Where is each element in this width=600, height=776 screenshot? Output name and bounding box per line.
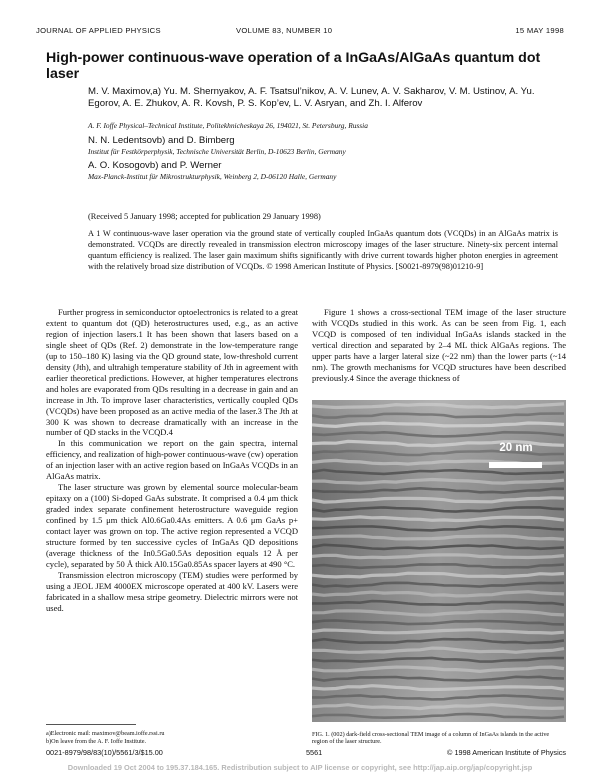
scale-bar-label: 20 nm <box>499 442 533 454</box>
paper-title: High-power continuous-wave operation of a InGaAs/AlGaAs quantum dot laser <box>46 50 541 82</box>
body-paragraph: Figure 1 shows a cross-sectional TEM image of the laser structure with VCQDs studied in this work. As can be seen from Fig. 1, each VCQD is composed of ten individual InGaAs islands stacked in the vertical direction and separated by 2–4 ML thick AlGaAs regions. The upper parts have a larger lateral size (~22 nm) than the lower parts (~14 nm). The growth mechanisms for VCQD structures have been described previously.4 Since the average thickness of <box>312 307 566 383</box>
author-list-1: M. V. Maximov,a) Yu. M. Shernyakov, A. F. Tsatsul’nikov, A. V. Lunev, A. V. Sakharov, V. M. Ustinov, A. Yu. Egorov, A. E. Zhukov, A. R. Kovsh, P. S. Kop’ev, L. V. Asryan, and Zh. I. Alferov <box>88 86 535 109</box>
body-paragraph: In this communication we report on the gain spectra, internal efficiency, and realization of high-power continuous-wave (cw) operation of an injection laser with an active region based on InGaAs VCQDs in an AlGaAs matrix. <box>46 438 298 482</box>
author-list-2: N. N. Ledentsovb) and D. Bimberg <box>88 135 235 146</box>
affiliation-3: Max-Planck-Institut für Mikrostrukturphysik, Weinberg 2, D-06120 Halle, Germany <box>88 172 337 181</box>
copyright-notice: © 1998 American Institute of Physics <box>447 748 566 757</box>
scale-bar <box>489 462 542 468</box>
issue-date: 15 MAY 1998 <box>515 26 564 35</box>
footnote-a: a)Electronic mail: maximov@beam.ioffe.rssi.ru <box>46 730 165 737</box>
tem-figure <box>312 400 566 722</box>
left-column <box>46 307 298 614</box>
author-list-3: A. O. Kosogovb) and P. Werner <box>88 160 222 171</box>
received-dates: (Received 5 January 1998; accepted for publication 29 January 1998) <box>88 212 321 221</box>
page-number: 5561 <box>306 748 323 757</box>
body-paragraph: Further progress in semiconductor optoelectronics is related to a great extent to quantum dot (QD) heterostructures used, e.g., as an active region of injection lasers.1 It has been shown that lasers based on a single sheet of QDs (Ref. 2) demonstrate in the low-temperature range (up to 150–180 K) lasing via the QD ground state, low-threshold current density (Jth), and ultrahigh temperature stability of Jth in agreement with earlier theoretical predictions. However, at higher temperatures electrons and holes are evaporated from QDs resulting in a decrease in gain and an increase in Jth. To improve laser characteristics, vertically coupled QDs (VCQDs) have been proposed as an active media of the laser.3 The Jth at 300 K was shown to decrease dramatically with an increase in the number of QD stacks in the VCQD.4 <box>46 307 298 438</box>
footnote-divider <box>46 724 136 725</box>
volume-number: VOLUME 83, NUMBER 10 <box>236 26 333 35</box>
body-paragraph: Transmission electron microscopy (TEM) studies were performed by using a JEOL JEM 4000EX microscope operated at 400 kV. Lasers were fabricated in a shallow mesa stripe geometry. Dielectric mirrors were not used. <box>46 569 298 613</box>
right-column <box>312 307 566 384</box>
body-paragraph: The laser structure was grown by elemental source molecular-beam epitaxy on a (100) Si-doped GaAs substrate. It comprised a 0.4 μm thick graded index separate confinement heterostructure waveguide region confined by 1.5 μm thick Al0.6Ga0.4As emitters. A 0.6 μm GaAs p+ contact layer was grown on top. The active region represented a VCQD structure formed by ten successive cycles of InGaAs QD depositions (average thickness of the In0.5Ga0.5As deposition equals 12 Å per cycle), separated by 50 Å thick Al0.15Ga0.85As spacer layers at 490 °C. <box>46 482 298 569</box>
abstract: A 1 W continuous-wave laser operation via the ground state of vertically coupled InGaAs quantum dots (VCQDs) in an AlGaAs matrix is demonstrated. VCQDs are directly revealed in transmission electron microscopy images of the laser structure. Ninety-six percent internal quantum efficiency is realized. The laser gain maximum shifts significantly with drive current towards higher photon energies in agreement with the relatively broad size distribution of VCQDs. © 1998 American Institute of Physics. [S0021-8979(98)01210-9] <box>88 229 558 271</box>
article-code: 0021-8979/98/83(10)/5561/3/$15.00 <box>46 748 163 757</box>
affiliation-1: A. F. Ioffe Physical–Technical Institute, Politekhnicheskaya 26, 194021, St. Petersburg, Russia <box>88 121 368 130</box>
journal-name: JOURNAL OF APPLIED PHYSICS <box>36 26 161 35</box>
footnote-b: b)On leave from the A. F. Ioffe Institute. <box>46 738 147 745</box>
download-notice: Downloaded 19 Oct 2004 to 195.37.184.165. Redistribution subject to AIP license or copyright, see http://jap.aip.org/jap/copyright.jsp <box>67 763 533 772</box>
figure-caption: FIG. 1. (002) dark-field cross-sectional TEM image of a column of InGaAs islands in the active region of the laser structure. <box>312 731 550 746</box>
affiliation-2: Institut für Festkörperphysik, Technische Universität Berlin, D-10623 Berlin, Germany <box>88 147 346 156</box>
